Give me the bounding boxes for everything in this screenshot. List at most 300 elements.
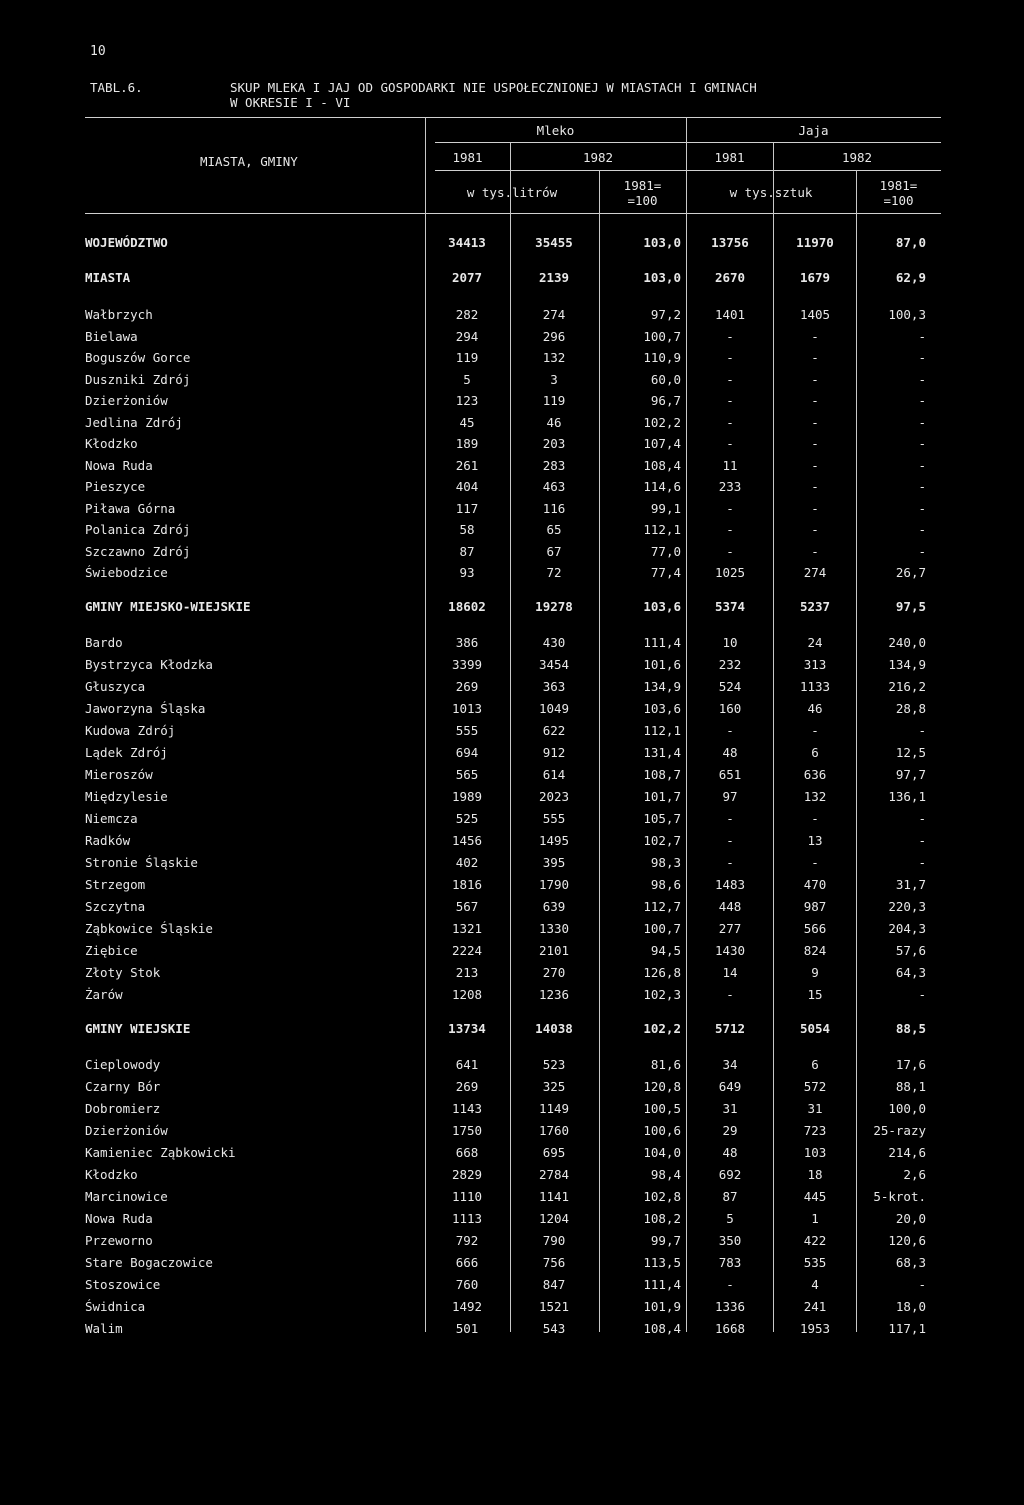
milk-1981-cell: 1456 xyxy=(451,833,483,848)
milk-index-cell: 102,2 xyxy=(643,415,681,430)
table-row xyxy=(85,501,925,519)
milk-index-cell: 111,4 xyxy=(643,635,681,650)
eggs-1981-cell: - xyxy=(726,372,734,387)
milk-1981-cell: 668 xyxy=(455,1145,479,1160)
row-label: Głuszyca xyxy=(85,679,146,694)
milk-1982-cell: 3454 xyxy=(538,657,570,672)
page-number: 10 xyxy=(90,44,106,59)
eggs-index-cell: - xyxy=(918,372,926,387)
milk-1982-cell: 1141 xyxy=(538,1189,570,1204)
eggs-1982-cell: 572 xyxy=(803,1079,827,1094)
row-label: Szczawno Zdrój xyxy=(85,544,191,559)
eggs-1981-cell: 692 xyxy=(718,1167,742,1182)
eggs-index-cell: - xyxy=(918,723,926,738)
eggs-1981-cell: 31 xyxy=(722,1101,738,1116)
milk-1982-cell: 19278 xyxy=(535,599,573,614)
eggs-index-cell: 136,1 xyxy=(888,789,926,804)
milk-1982-cell: 1049 xyxy=(538,701,570,716)
milk-1982-cell: 270 xyxy=(542,965,566,980)
table-row xyxy=(85,372,925,390)
eggs-1982-cell: 6 xyxy=(811,745,819,760)
eggs-index-cell: 214,6 xyxy=(888,1145,926,1160)
milk-1981-cell: 269 xyxy=(455,1079,479,1094)
eggs-1981-cell: - xyxy=(726,987,734,1002)
milk-index-cell: 100,6 xyxy=(643,1123,681,1138)
eggs-1982-cell: - xyxy=(811,479,819,494)
eggs-1982-cell: 566 xyxy=(803,921,827,936)
eggs-1981-cell: 783 xyxy=(718,1255,742,1270)
row-label: Dzierżoniów xyxy=(85,393,168,408)
header-eggs-1982: 1982 xyxy=(841,150,873,165)
eggs-index-cell: 97,7 xyxy=(895,767,926,782)
milk-index-cell: 101,9 xyxy=(643,1299,681,1314)
milk-index-cell: 97,2 xyxy=(650,307,681,322)
milk-1981-cell: 93 xyxy=(459,565,475,580)
milk-1982-cell: 132 xyxy=(542,350,566,365)
milk-1981-cell: 1321 xyxy=(451,921,483,936)
header-eggs-1981: 1981 xyxy=(714,150,745,165)
eggs-1982-cell: 987 xyxy=(803,899,827,914)
row-label: Dobromierz xyxy=(85,1101,161,1116)
eggs-1981-cell: 13756 xyxy=(711,235,749,250)
eggs-1981-cell: 48 xyxy=(722,1145,738,1160)
milk-1981-cell: 694 xyxy=(455,745,479,760)
eggs-1982-cell: 15 xyxy=(807,987,823,1002)
eggs-index-cell: 120,6 xyxy=(888,1233,926,1248)
header-milk-unit: w tys.litrów xyxy=(466,185,558,200)
milk-1982-cell: 614 xyxy=(542,767,566,782)
eggs-1982-cell: 132 xyxy=(803,789,827,804)
milk-1981-cell: 282 xyxy=(455,307,479,322)
table-row xyxy=(85,1079,925,1097)
eggs-1982-cell: 723 xyxy=(803,1123,827,1138)
milk-index-cell: 77,0 xyxy=(650,544,681,559)
header-top-rule xyxy=(85,117,941,118)
eggs-1981-cell: - xyxy=(726,329,734,344)
milk-index-cell: 81,6 xyxy=(650,1057,681,1072)
eggs-1981-cell: 232 xyxy=(718,657,742,672)
milk-1981-cell: 2829 xyxy=(451,1167,483,1182)
row-label: Bardo xyxy=(85,635,123,650)
eggs-index-cell: 28,8 xyxy=(895,701,926,716)
row-label: Pieszyce xyxy=(85,479,146,494)
eggs-1982-cell: 241 xyxy=(803,1299,827,1314)
row-label: Polanica Zdrój xyxy=(85,522,191,537)
milk-index-cell: 102,2 xyxy=(643,1021,681,1036)
eggs-1982-cell: - xyxy=(811,350,819,365)
eggs-1981-cell: 48 xyxy=(722,745,738,760)
eggs-index-cell: 5-krot. xyxy=(873,1189,926,1204)
milk-1981-cell: 261 xyxy=(455,458,479,473)
milk-1982-cell: 65 xyxy=(546,522,562,537)
eggs-index-cell: - xyxy=(918,987,926,1002)
row-label: Jaworzyna Śląska xyxy=(85,701,206,716)
table-row xyxy=(85,1277,925,1295)
table-row xyxy=(85,833,925,851)
eggs-1982-cell: - xyxy=(811,501,819,516)
row-label: Kudowa Zdrój xyxy=(85,723,176,738)
table-row xyxy=(85,350,925,368)
eggs-1982-cell: - xyxy=(811,415,819,430)
eggs-1982-cell: 445 xyxy=(803,1189,827,1204)
milk-1982-cell: 756 xyxy=(542,1255,566,1270)
eggs-1982-cell: 1953 xyxy=(799,1321,831,1336)
eggs-index-cell: 64,3 xyxy=(895,965,926,980)
eggs-1982-cell: 470 xyxy=(803,877,827,892)
milk-index-cell: 108,4 xyxy=(643,458,681,473)
row-label: Strzegom xyxy=(85,877,146,892)
header-milk-index-line-1: 1981= xyxy=(623,178,662,193)
milk-1982-cell: 2101 xyxy=(538,943,570,958)
table-row xyxy=(85,479,925,497)
milk-1981-cell: 792 xyxy=(455,1233,479,1248)
milk-1981-cell: 1492 xyxy=(451,1299,483,1314)
eggs-1981-cell: - xyxy=(726,393,734,408)
milk-1982-cell: 2139 xyxy=(538,270,570,285)
eggs-index-cell: - xyxy=(918,458,926,473)
milk-1982-cell: 283 xyxy=(542,458,566,473)
milk-index-cell: 96,7 xyxy=(650,393,681,408)
eggs-index-cell: - xyxy=(918,501,926,516)
table-row xyxy=(85,701,925,719)
eggs-index-cell: 17,6 xyxy=(895,1057,926,1072)
eggs-1981-cell: 97 xyxy=(722,789,738,804)
table-row xyxy=(85,522,925,540)
milk-index-cell: 100,5 xyxy=(643,1101,681,1116)
row-label: Mieroszów xyxy=(85,767,153,782)
milk-1981-cell: 1750 xyxy=(451,1123,483,1138)
row-label: Cieplowody xyxy=(85,1057,161,1072)
row-label: Dzierżoniów xyxy=(85,1123,168,1138)
milk-1982-cell: 203 xyxy=(542,436,566,451)
table-row xyxy=(85,1021,925,1039)
eggs-1981-cell: - xyxy=(726,855,734,870)
row-label: Żarów xyxy=(85,987,123,1002)
row-label: Radków xyxy=(85,833,131,848)
milk-index-cell: 103,6 xyxy=(643,599,681,614)
milk-index-cell: 102,3 xyxy=(643,987,681,1002)
eggs-index-cell: 31,7 xyxy=(895,877,926,892)
table-row xyxy=(85,657,925,675)
eggs-index-cell: - xyxy=(918,479,926,494)
table-row xyxy=(85,1123,925,1141)
eggs-1982-cell: 46 xyxy=(807,701,823,716)
row-label: Czarny Bór xyxy=(85,1079,161,1094)
milk-index-cell: 110,9 xyxy=(643,350,681,365)
eggs-1982-cell: 1133 xyxy=(799,679,831,694)
table-row xyxy=(85,635,925,653)
table-row xyxy=(85,235,925,253)
milk-1981-cell: 565 xyxy=(455,767,479,782)
eggs-1982-cell: - xyxy=(811,544,819,559)
milk-1981-cell: 2224 xyxy=(451,943,483,958)
eggs-1981-cell: 1336 xyxy=(714,1299,746,1314)
milk-1982-cell: 1495 xyxy=(538,833,570,848)
milk-index-cell: 112,7 xyxy=(643,899,681,914)
milk-index-cell: 108,4 xyxy=(643,1321,681,1336)
eggs-1981-cell: 1430 xyxy=(714,943,746,958)
milk-index-cell: 98,4 xyxy=(650,1167,681,1182)
eggs-1982-cell: - xyxy=(811,723,819,738)
milk-1981-cell: 123 xyxy=(455,393,479,408)
eggs-1982-cell: - xyxy=(811,393,819,408)
eggs-1981-cell: - xyxy=(726,1277,734,1292)
eggs-index-cell: 117,1 xyxy=(888,1321,926,1336)
row-label: Marcinowice xyxy=(85,1189,168,1204)
table-row xyxy=(85,1299,925,1317)
milk-index-cell: 114,6 xyxy=(643,479,681,494)
milk-1981-cell: 119 xyxy=(455,350,479,365)
eggs-1981-cell: - xyxy=(726,522,734,537)
milk-1981-cell: 3399 xyxy=(451,657,483,672)
eggs-1981-cell: 524 xyxy=(718,679,742,694)
table-label: TABL.6. xyxy=(90,80,143,95)
milk-index-cell: 100,7 xyxy=(643,329,681,344)
eggs-1981-cell: - xyxy=(726,501,734,516)
header-milk-1981: 1981 xyxy=(452,150,483,165)
eggs-index-cell: - xyxy=(918,522,926,537)
eggs-index-cell: - xyxy=(918,1277,926,1292)
row-label: WOJEWÓDZTWO xyxy=(85,235,168,250)
milk-index-cell: 134,9 xyxy=(643,679,681,694)
milk-1981-cell: 45 xyxy=(459,415,475,430)
table-row xyxy=(85,1211,925,1229)
milk-1982-cell: 119 xyxy=(542,393,566,408)
table-row xyxy=(85,987,925,1005)
milk-1982-cell: 790 xyxy=(542,1233,566,1248)
eggs-1982-cell: 274 xyxy=(803,565,827,580)
milk-1981-cell: 294 xyxy=(455,329,479,344)
eggs-1982-cell: - xyxy=(811,372,819,387)
eggs-index-cell: 20,0 xyxy=(895,1211,926,1226)
milk-1981-cell: 760 xyxy=(455,1277,479,1292)
milk-index-cell: 108,2 xyxy=(643,1211,681,1226)
row-label: Bystrzyca Kłodzka xyxy=(85,657,213,672)
milk-index-cell: 98,6 xyxy=(650,877,681,892)
header-group-milk: Mleko xyxy=(536,123,575,138)
eggs-1981-cell: 87 xyxy=(722,1189,738,1204)
row-label: Kłodzko xyxy=(85,436,138,451)
row-label: Nowa Ruda xyxy=(85,458,153,473)
table-row xyxy=(85,767,925,785)
table-row xyxy=(85,679,925,697)
milk-1982-cell: 430 xyxy=(542,635,566,650)
eggs-index-cell: 25-razy xyxy=(873,1123,926,1138)
milk-index-cell: 131,4 xyxy=(643,745,681,760)
table-row xyxy=(85,1255,925,1273)
eggs-1982-cell: 1679 xyxy=(799,270,831,285)
milk-index-cell: 120,8 xyxy=(643,1079,681,1094)
eggs-1981-cell: - xyxy=(726,544,734,559)
milk-index-cell: 60,0 xyxy=(650,372,681,387)
eggs-1981-cell: 1401 xyxy=(714,307,746,322)
row-label: Ząbkowice Śląskie xyxy=(85,921,213,936)
eggs-1981-cell: - xyxy=(726,723,734,738)
eggs-1981-cell: - xyxy=(726,811,734,826)
milk-1981-cell: 1816 xyxy=(451,877,483,892)
milk-index-cell: 112,1 xyxy=(643,522,681,537)
milk-1982-cell: 1521 xyxy=(538,1299,570,1314)
eggs-1981-cell: 10 xyxy=(722,635,738,650)
eggs-index-cell: - xyxy=(918,436,926,451)
milk-1982-cell: 622 xyxy=(542,723,566,738)
milk-1982-cell: 1790 xyxy=(538,877,570,892)
eggs-index-cell: 220,3 xyxy=(888,899,926,914)
row-label: Jedlina Zdrój xyxy=(85,415,183,430)
row-label: Kłodzko xyxy=(85,1167,138,1182)
milk-1981-cell: 1208 xyxy=(451,987,483,1002)
milk-1981-cell: 58 xyxy=(459,522,475,537)
milk-index-cell: 113,5 xyxy=(643,1255,681,1270)
table-row xyxy=(85,789,925,807)
milk-index-cell: 103,0 xyxy=(643,235,681,250)
eggs-1982-cell: 31 xyxy=(807,1101,823,1116)
eggs-1982-cell: 6 xyxy=(811,1057,819,1072)
row-label: Przeworno xyxy=(85,1233,153,1248)
milk-1982-cell: 543 xyxy=(542,1321,566,1336)
table-title-line-2: W OKRESIE I - VI xyxy=(230,95,351,110)
milk-1982-cell: 1330 xyxy=(538,921,570,936)
eggs-1981-cell: 29 xyxy=(722,1123,738,1138)
table-row xyxy=(85,723,925,741)
eggs-index-cell: 88,1 xyxy=(895,1079,926,1094)
milk-1982-cell: 116 xyxy=(542,501,566,516)
eggs-1982-cell: 422 xyxy=(803,1233,827,1248)
milk-1982-cell: 3 xyxy=(550,372,558,387)
eggs-index-cell: 88,5 xyxy=(895,1021,926,1036)
eggs-1981-cell: 2670 xyxy=(714,270,746,285)
eggs-index-cell: - xyxy=(918,393,926,408)
milk-1982-cell: 72 xyxy=(546,565,562,580)
eggs-1982-cell: 5054 xyxy=(799,1021,831,1036)
milk-index-cell: 100,7 xyxy=(643,921,681,936)
table-row xyxy=(85,745,925,763)
table-row xyxy=(85,1101,925,1119)
eggs-index-cell: 216,2 xyxy=(888,679,926,694)
row-label: Nowa Ruda xyxy=(85,1211,153,1226)
eggs-1982-cell: 824 xyxy=(803,943,827,958)
milk-index-cell: 99,1 xyxy=(650,501,681,516)
table-title-line-1: SKUP MLEKA I JAJ OD GOSPODARKI NIE USPOŁECZNIONEJ W MIASTACH I GMINACH xyxy=(230,80,757,95)
milk-1982-cell: 555 xyxy=(542,811,566,826)
eggs-index-cell: - xyxy=(918,329,926,344)
milk-1981-cell: 402 xyxy=(455,855,479,870)
table-row xyxy=(85,307,925,325)
eggs-1981-cell: 11 xyxy=(722,458,738,473)
milk-1982-cell: 274 xyxy=(542,307,566,322)
milk-1981-cell: 1989 xyxy=(451,789,483,804)
milk-1981-cell: 404 xyxy=(455,479,479,494)
milk-1982-cell: 14038 xyxy=(535,1021,573,1036)
table-row xyxy=(85,329,925,347)
row-label: Boguszów Gorce xyxy=(85,350,191,365)
milk-index-cell: 112,1 xyxy=(643,723,681,738)
row-label: Stronie Śląskie xyxy=(85,855,198,870)
eggs-1982-cell: 1 xyxy=(811,1211,819,1226)
row-label: Lądek Zdrój xyxy=(85,745,168,760)
row-label: Ziębice xyxy=(85,943,138,958)
table-row xyxy=(85,436,925,454)
eggs-index-cell: 87,0 xyxy=(895,235,926,250)
row-label: MIASTA xyxy=(85,270,131,285)
milk-1981-cell: 213 xyxy=(455,965,479,980)
eggs-1981-cell: - xyxy=(726,436,734,451)
table-row xyxy=(85,393,925,411)
eggs-1981-cell: 5712 xyxy=(714,1021,746,1036)
row-label: Świdnica xyxy=(85,1299,146,1314)
milk-1982-cell: 46 xyxy=(546,415,562,430)
eggs-1981-cell: 5374 xyxy=(714,599,746,614)
eggs-index-cell: - xyxy=(918,544,926,559)
milk-1982-cell: 1236 xyxy=(538,987,570,1002)
eggs-1982-cell: 535 xyxy=(803,1255,827,1270)
eggs-index-cell: 68,3 xyxy=(895,1255,926,1270)
milk-index-cell: 104,0 xyxy=(643,1145,681,1160)
milk-1981-cell: 1110 xyxy=(451,1189,483,1204)
milk-1981-cell: 386 xyxy=(455,635,479,650)
row-label: Kamieniec Ząbkowicki xyxy=(85,1145,236,1160)
eggs-1981-cell: 233 xyxy=(718,479,742,494)
milk-1982-cell: 395 xyxy=(542,855,566,870)
eggs-1981-cell: - xyxy=(726,415,734,430)
row-label: Walim xyxy=(85,1321,123,1336)
milk-1981-cell: 13734 xyxy=(448,1021,486,1036)
table-row xyxy=(85,965,925,983)
milk-index-cell: 98,3 xyxy=(650,855,681,870)
milk-1981-cell: 87 xyxy=(459,544,475,559)
milk-index-cell: 107,4 xyxy=(643,436,681,451)
row-label: Bielawa xyxy=(85,329,138,344)
row-label: GMINY WIEJSKIE xyxy=(85,1021,191,1036)
eggs-1981-cell: 1668 xyxy=(714,1321,746,1336)
eggs-index-cell: 12,5 xyxy=(895,745,926,760)
eggs-1982-cell: 636 xyxy=(803,767,827,782)
table-row xyxy=(85,1189,925,1207)
eggs-index-cell: 100,0 xyxy=(888,1101,926,1116)
eggs-1982-cell: 4 xyxy=(811,1277,819,1292)
milk-1981-cell: 1113 xyxy=(451,1211,483,1226)
row-label: GMINY MIEJSKO-WIEJSKIE xyxy=(85,599,251,614)
eggs-1982-cell: - xyxy=(811,436,819,451)
milk-index-cell: 103,0 xyxy=(643,270,681,285)
milk-1981-cell: 117 xyxy=(455,501,479,516)
eggs-1982-cell: - xyxy=(811,811,819,826)
eggs-index-cell: 240,0 xyxy=(888,635,926,650)
milk-index-cell: 105,7 xyxy=(643,811,681,826)
table-row xyxy=(85,921,925,939)
milk-1981-cell: 567 xyxy=(455,899,479,914)
milk-index-cell: 99,7 xyxy=(650,1233,681,1248)
table-row xyxy=(85,943,925,961)
table-row xyxy=(85,415,925,433)
header-milk-1982: 1982 xyxy=(582,150,614,165)
milk-1982-cell: 1760 xyxy=(538,1123,570,1138)
eggs-index-cell: 26,7 xyxy=(895,565,926,580)
eggs-1982-cell: 103 xyxy=(803,1145,827,1160)
milk-1981-cell: 189 xyxy=(455,436,479,451)
eggs-1982-cell: 5237 xyxy=(799,599,831,614)
eggs-1982-cell: 9 xyxy=(811,965,819,980)
eggs-1982-cell: 24 xyxy=(807,635,823,650)
milk-1981-cell: 34413 xyxy=(448,235,486,250)
table-row xyxy=(85,1167,925,1185)
milk-index-cell: 101,7 xyxy=(643,789,681,804)
milk-index-cell: 126,8 xyxy=(643,965,681,980)
eggs-index-cell: 97,5 xyxy=(895,599,926,614)
eggs-index-cell: 57,6 xyxy=(895,943,926,958)
table-row xyxy=(85,899,925,917)
eggs-index-cell: - xyxy=(918,811,926,826)
